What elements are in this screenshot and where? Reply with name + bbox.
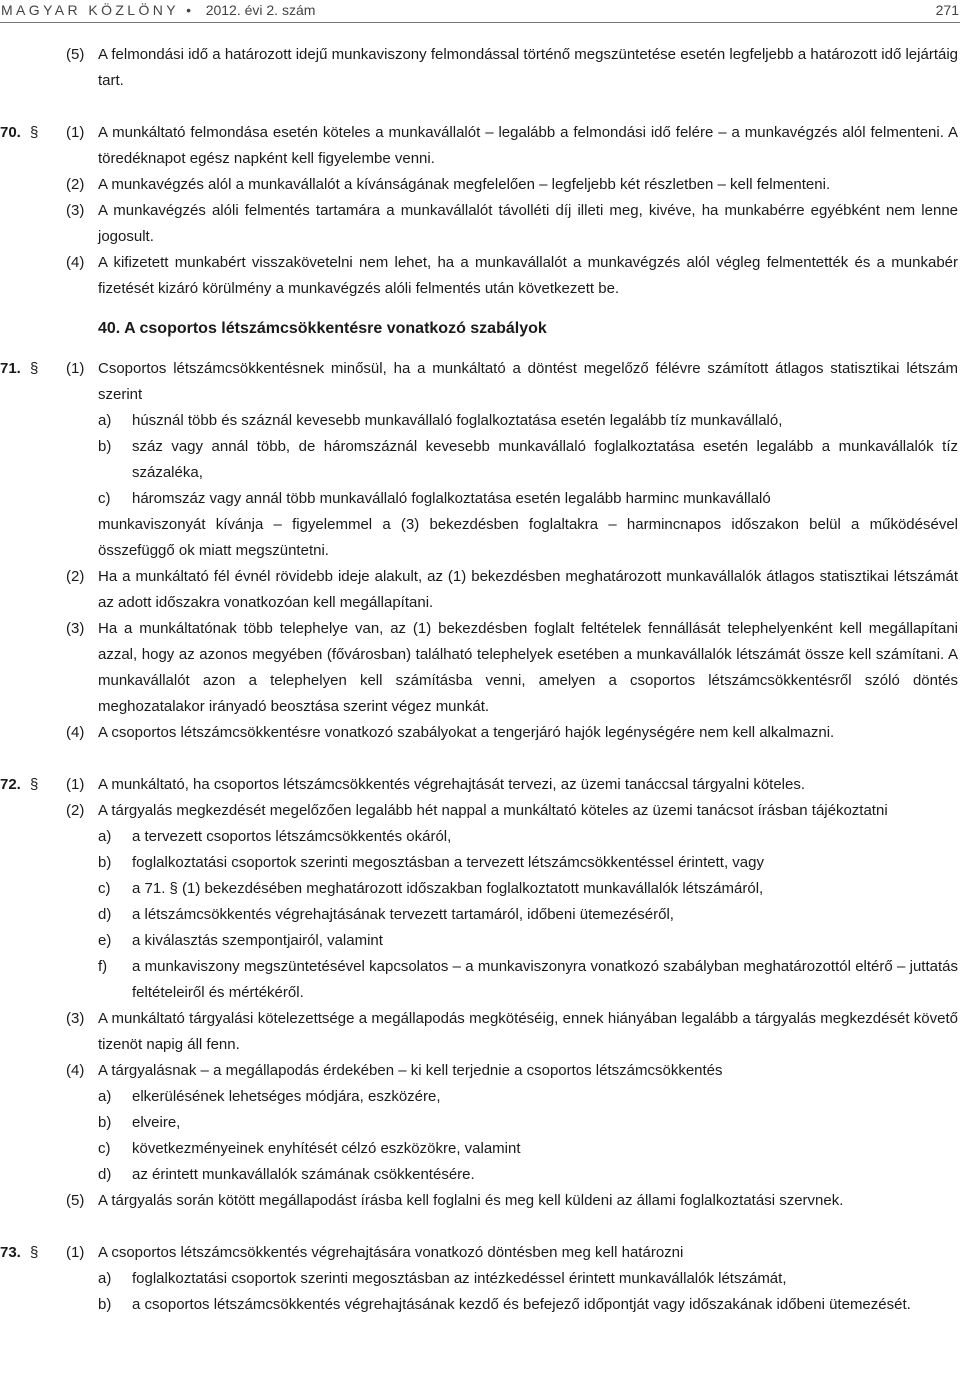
page-number: 271 [935,2,959,18]
item-text: száz vagy annál több, de háromszáznál kevesebb munkavállaló foglalkoztatása esetén legalább a munkavállalók tíz százaléka, [132,438,958,481]
subsection-number: (4) [66,254,85,271]
item-label: b) [98,1296,112,1313]
item-text: a tervezett csoportos létszámcsökkentés okáról, [132,828,452,845]
list-item [0,902,960,928]
section-73 [0,1240,960,1318]
item-label: c) [98,1140,111,1157]
list-item [0,1084,960,1110]
subsection-number: (3) [66,1010,85,1027]
subsection-number: (3) [66,620,85,637]
item-label: a) [98,1088,112,1105]
paragraph-text: A munkáltató, ha csoportos létszámcsökkentés végrehajtását tervezi, az üzemi tanáccsal tárgyalni köteles. [98,776,806,793]
section-sign: § [30,1244,39,1261]
paragraph-text: Ha a munkáltatónak több telephelye van, az (1) bekezdésben foglalt feltételek fennállását telephelyenként kell megállapítani azzal, hogy az azonos megyében (fővárosban) található telephelyek esetében a munkavállalók létszámát össze kell számítani. A munkavállalót azon a telephelyen kell számításba venni, amelyen a csoportos létszámcsökkentésről szóló döntés meghozatalakor irányadó beosztása szerint végez munkát. [98,620,958,715]
subsection-number: (1) [66,1244,85,1261]
subsection-number: (1) [66,360,85,377]
subsection-number: (5) [66,46,85,63]
paragraph [0,1058,960,1084]
list-item [0,408,960,434]
section-70 [0,120,960,302]
section-heading: 40. A csoportos létszámcsökkentésre vonatkozó szabályok [98,320,547,337]
item-label: a) [98,828,112,845]
paragraph-text: A munkáltató tárgyalási kötelezettsége a megállapodás megkötéséig, ennek hiányában legalább a tárgyalás megkezdését követő tizenöt napig áll fenn. [98,1010,958,1053]
section-sign: § [30,776,39,793]
journal-title [1,0,315,23]
paragraph-text: A tárgyalás során kötött megállapodást írásba kell foglalni és meg kell küldeni az állami foglalkoztatási szervnek. [98,1192,844,1209]
item-label: e) [98,932,112,949]
list-item [0,850,960,876]
paragraph [0,564,960,616]
paragraph-text: A munkavégzés alóli felmentés tartamára a munkavállalót távolléti díj illeti meg, kivéve, ha munkabérre egyébként nem lenne jogosult. [98,202,958,245]
item-label: a) [98,1270,112,1287]
paragraph [0,198,960,250]
section-sign: § [30,124,39,141]
item-text: foglalkoztatási csoportok szerinti megosztásban a tervezett létszámcsökkentéssel érintett, vagy [132,854,764,871]
item-label: c) [98,880,111,897]
list-item [0,486,960,512]
item-label: b) [98,1114,112,1131]
subsection-number: (3) [66,202,85,219]
subsection-number: (1) [66,124,85,141]
list-item [0,954,960,1006]
item-text: húsznál több és száznál kevesebb munkavállaló foglalkoztatása esetén legalább tíz munkavállaló, [132,412,783,429]
subsection-number: (4) [66,1062,85,1079]
item-text: háromszáz vagy annál több munkavállaló foglalkoztatása esetén legalább harminc munkavállaló [132,490,771,507]
document-body [0,42,960,1318]
paragraph [0,798,960,824]
item-label: b) [98,438,112,455]
list-item [0,1136,960,1162]
paragraph-text: A munkáltató felmondása esetén köteles a munkavállalót – legalább a felmondási idő felére – a munkavégzés alól felmenteni. A töredéknapot egész napként kell figyelembe venni. [98,124,958,167]
item-text: elkerülésének lehetséges módjára, eszközére, [132,1088,441,1105]
subsection-number: (2) [66,568,85,585]
subsection-number: (2) [66,802,85,819]
list-item [0,1266,960,1292]
paragraph-text: A tárgyalásnak – a megállapodás érdekében – ki kell terjednie a csoportos létszámcsökkentés [98,1062,723,1079]
item-text: következményeinek enyhítését célzó eszközökre, valamint [132,1140,521,1157]
paragraph-text: A kifizetett munkabért visszakövetelni nem lehet, ha a munkavállalót a munkavégzés alól végleg felmentették és a munkabér fizetését kizáró körülmény a munkavégzés alóli felmentés után következett be. [98,254,958,297]
item-text: elveire, [132,1114,181,1131]
item-label: b) [98,854,112,871]
section-sign: § [30,360,39,377]
paragraph-text: Ha a munkáltató fél évnél rövidebb ideje alakult, az (1) bekezdésben meghatározott munkavállalók átlagos statisztikai létszámát az adott időszakra vonatkozóan kell megállapítani. [98,568,958,611]
item-text: a munkaviszony megszüntetésével kapcsolatos – a munkaviszonyra vonatkozó szabályban meghatározottól eltérő – juttatás feltételeiről és mértékéről. [132,958,958,1001]
paragraph [0,356,960,408]
section-72 [0,772,960,1214]
paragraph [0,172,960,198]
paragraph-text: munkaviszonyát kívánja – figyelemmel a (3) bekezdésben foglaltakra – harmincnapos időszakon belül a működésével összefüggő ok miatt megszüntetni. [98,516,958,559]
item-text: foglalkoztatási csoportok szerinti megosztásban az intézkedéssel érintett munkavállalók létszámát, [132,1270,787,1287]
paragraph [0,616,960,720]
list-item [0,876,960,902]
item-label: a) [98,412,112,429]
paragraph [0,720,960,746]
item-label: d) [98,1166,112,1183]
paragraph [0,772,960,798]
section-number: 72. [0,776,21,793]
paragraph [0,120,960,172]
paragraph [0,1240,960,1266]
list-item [0,1162,960,1188]
paragraph-text: A csoportos létszámcsökkentés végrehajtására vonatkozó döntésben meg kell határozni [98,1244,684,1261]
list-item [0,1292,960,1318]
paragraph-continuation [0,512,960,564]
subsection-number: (1) [66,776,85,793]
item-text: a csoportos létszámcsökkentés végrehajtásának kezdő és befejező időpontját vagy időszakának időbeni ütemezését. [132,1296,911,1313]
item-text: a kiválasztás szempontjairól, valamint [132,932,383,949]
section-number: 71. [0,360,21,377]
item-label: c) [98,490,111,507]
section-71 [0,356,960,746]
subsection-number: (2) [66,176,85,193]
list-item [0,824,960,850]
section-number: 70. [0,124,21,141]
issue-date: 2012. évi 2. szám [205,2,316,18]
item-label: d) [98,906,112,923]
item-text: az érintett munkavállalók számának csökkentésére. [132,1166,475,1183]
subsection-number: (4) [66,724,85,741]
item-text: a létszámcsökkentés végrehajtásának tervezett tartamáról, időbeni ütemezéséről, [132,906,674,923]
paragraph-text: A felmondási idő a határozott idejű munkaviszony felmondással történő megszüntetése esetén legfeljebb a határozott idő lejártáig tart. [98,46,958,89]
paragraph [0,42,960,94]
paragraph-text: A csoportos létszámcsökkentésre vonatkozó szabályokat a tengerjáró hajók legénységére nem kell alkalmazni. [98,724,835,741]
list-item [0,1110,960,1136]
list-item [0,434,960,486]
bullet-separator: • [186,2,195,18]
item-label: f) [98,958,108,975]
list-item [0,928,960,954]
paragraph-text: Csoportos létszámcsökkentésnek minősül, ha a munkáltató a döntést megelőző félévre számított átlagos statisztikai létszám szerint [98,360,958,403]
item-text: a 71. § (1) bekezdésében meghatározott időszakban foglalkoztatott munkavállalók létszámáról, [132,880,764,897]
paragraph [0,1188,960,1214]
journal-name: MAGYAR KÖZLÖNY [1,2,179,18]
subsection-number: (5) [66,1192,85,1209]
paragraph-text: A tárgyalás megkezdését megelőzően legalább hét nappal a munkáltató köteles az üzemi tanácsot írásban tájékoztatni [98,802,888,819]
paragraph [0,250,960,302]
paragraph [0,1006,960,1058]
page-header [0,0,960,23]
section-number: 73. [0,1244,21,1261]
paragraph-text: A munkavégzés alól a munkavállalót a kívánságának megfelelően – legfeljebb két részletben – kell felmenteni. [98,176,831,193]
